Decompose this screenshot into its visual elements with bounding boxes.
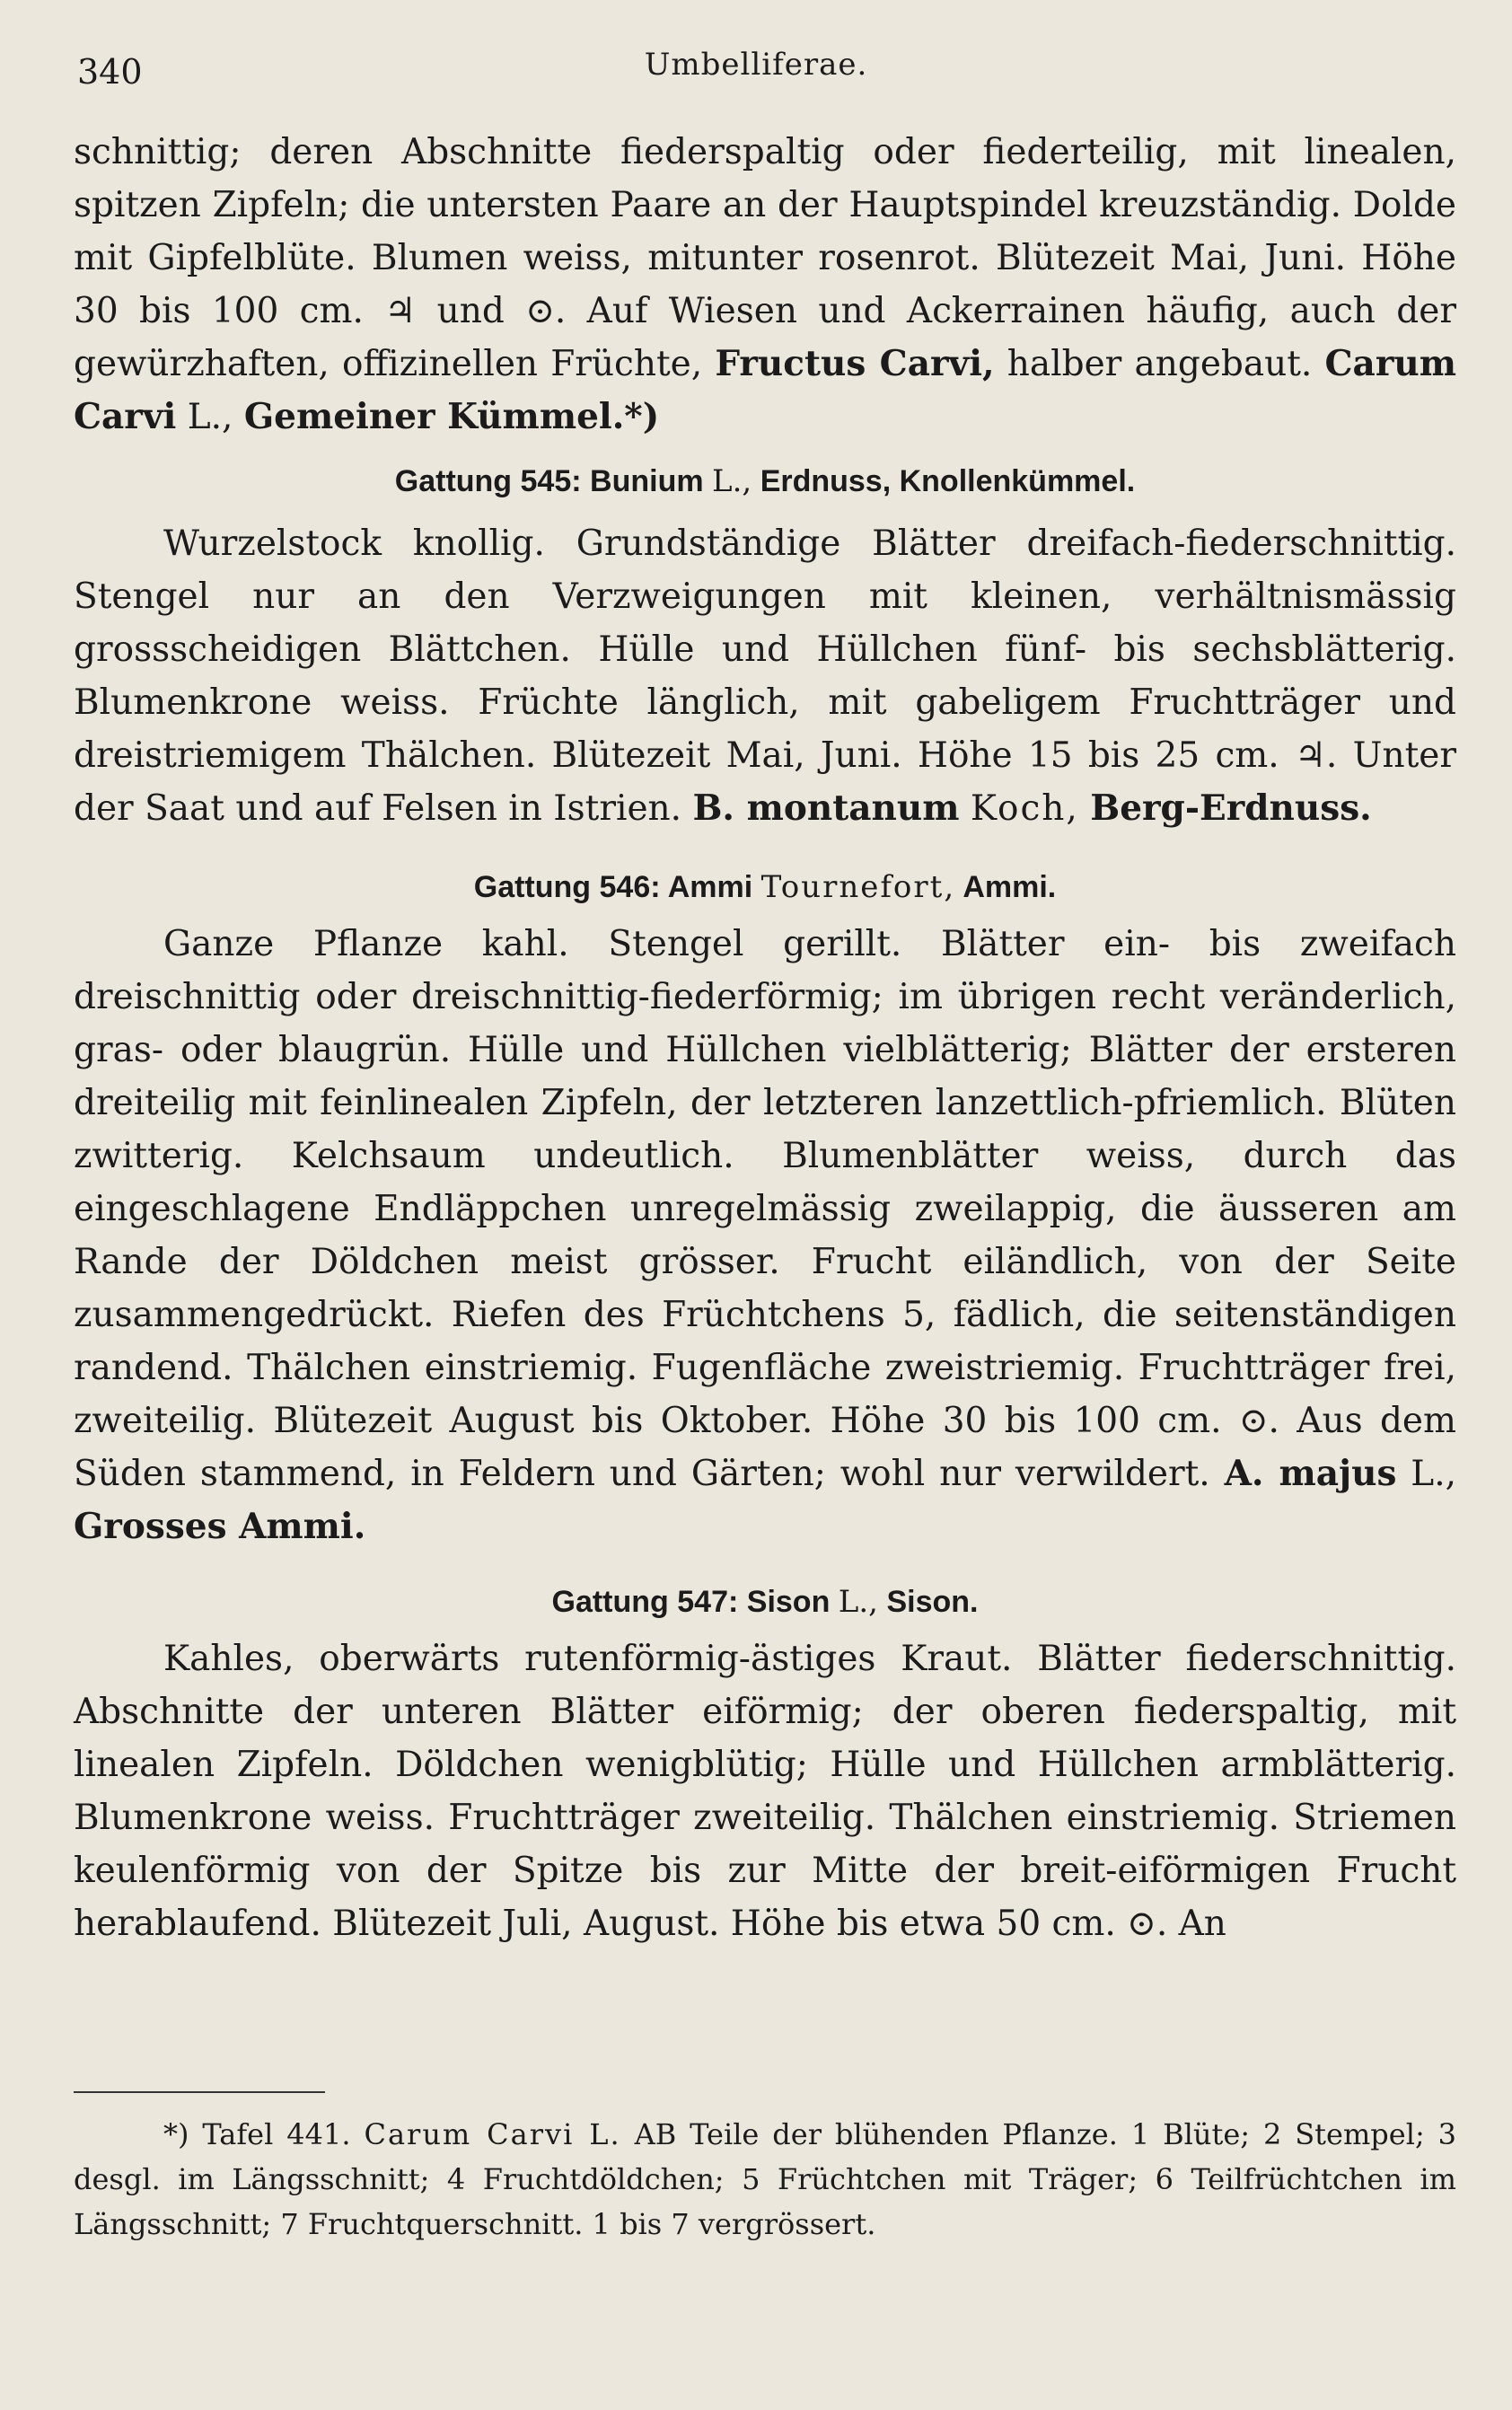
genus-name: Ammi [667, 870, 753, 904]
common-name: Berg-Erdnuss. [1090, 787, 1372, 829]
footnote-rule [74, 2091, 325, 2093]
page-number: 340 [77, 52, 143, 92]
paragraph-sison [74, 1632, 1456, 1950]
genus-common-name: Ammi. [963, 870, 1057, 904]
footnote-species: Carum Carvi L. [364, 2117, 621, 2151]
common-name: Gemeiner Kümmel.*) [243, 396, 660, 437]
text: Kahles, oberwärts rutenförmig-ästiges Kraut. Blätter fiederschnittig. Abschnitte der unteren Blätter eiförmig; der oberen fiederspaltig, mit linealen Zipfeln. Döldchen wenigblütig; Hülle und Hüllchen armblätterig. Blumenkrone weiss. Fruchtträger zweiteilig. Thälchen einstriemig. Striemen keulenförmig von der Spitze bis zur Mitte der breit-eiförmigen Frucht herablaufend. Blütezeit Juli, August. Höhe bis etwa 50 cm. ⊙. An [74, 1639, 1456, 1944]
genus-name: Sison [746, 1585, 831, 1619]
species-name: A. majus [1224, 1453, 1397, 1494]
footnote-marker: *) Tafel 441. [163, 2117, 351, 2151]
footnote [74, 2112, 1456, 2247]
genus-number: Gattung 547: [551, 1585, 739, 1619]
author: Koch, [970, 788, 1079, 829]
species-name: B. montanum [692, 787, 960, 829]
genus-heading-545 [74, 463, 1456, 499]
drug-name: Fructus Carvi, [715, 343, 995, 384]
species-name: Carum Carvi [74, 343, 1456, 437]
running-head: Umbelliferae. [644, 47, 868, 83]
genus-number: Gattung 546: [473, 870, 661, 904]
genus-common-name: Sison. [886, 1585, 979, 1619]
genus-heading-546 [74, 869, 1456, 905]
paragraph-ammi [74, 918, 1456, 1553]
genus-common-name: Erdnuss, Knollenkümmel. [760, 464, 1136, 498]
genus-author: L., [838, 1584, 878, 1620]
genus-heading-547 [74, 1584, 1456, 1620]
genus-author: Tournefort, [760, 869, 956, 905]
text: Wurzelstock knollig. Grundständige Blätter dreifach-fiederschnittig. Stengel nur an den Verzweigungen mit kleinen, verhältnismässig grossscheidigen Blättchen. Hülle und Hüllchen fünf- bis sechsblätterig. Blumenkrone weiss. Früchte länglich, mit gabeligem Fruchtträger und dreistriemigem Thälchen. Blütezeit Mai, Juni. Höhe 15 bis 25 cm. ♃. Unter der Saat und auf Felsen in Istrien. [74, 523, 1456, 829]
text: halber angebaut. [1007, 344, 1313, 384]
genus-number: Gattung 545: [394, 464, 582, 498]
author: L., [187, 397, 233, 437]
paragraph-bunium [74, 517, 1456, 835]
author: L., [1411, 1454, 1456, 1494]
common-name: Grosses Ammi. [74, 1506, 366, 1547]
genus-author: L., [712, 463, 752, 499]
text: Ganze Pflanze kahl. Stengel gerillt. Blätter ein- bis zweifach dreischnittig oder dreischnittig-fiederförmig; im übrigen recht veränderlich, gras- oder blaugrün. Hülle und Hüllchen vielblätterig; Blätter der ersteren dreiteilig mit feinlinealen Zipfeln, der letzteren lanzettlich-pfriemlich. Blüten zwitterig. Kelchsaum undeutlich. Blumenblätter weiss, durch das eingeschlagene Endläppchen unregelmässig zweilappig, die äusseren am Rande der Döldchen meist grösser. Frucht eiländlich, von der Seite zusammengedrückt. Riefen des Früchtchens 5, fädlich, die seitenständigen randend. Thälchen einstriemig. Fugenfläche zweistriemig. Fruchtträger frei, zweiteilig. Blütezeit August bis Oktober. Höhe 30 bis 100 cm. ⊙. Aus dem Süden stammend, in Feldern und Gärten; wohl nur verwildert. [74, 924, 1456, 1494]
page-body [74, 126, 1456, 1950]
text: schnittig; deren Abschnitte fiederspaltig oder fiederteilig, mit linealen, spitzen Zipfeln; die untersten Paare an der Hauptspindel kreuzständig. Dolde mit Gipfelblüte. Blumen weiss, mitunter rosenrot. Blütezeit Mai, Juni. Höhe 30 bis 100 cm. ♃ und ⊙. Auf Wiesen und Ackerrainen häufig, auch der gewürzhaften, offizinellen Früchte, [74, 132, 1456, 384]
footnote-text: AB Teile der blühenden Pflanze. 1 Blüte; 2 Stempel; 3 desgl. im Längsschnitt; 4 Fruchtdöldchen; 5 Früchtchen mit Träger; 6 Teilfrüchtchen im Längsschnitt; 7 Fruchtquerschnitt. 1 bis 7 vergrössert. [74, 2117, 1457, 2241]
paragraph-carum-end [74, 126, 1456, 444]
genus-name: Bunium [590, 464, 704, 498]
